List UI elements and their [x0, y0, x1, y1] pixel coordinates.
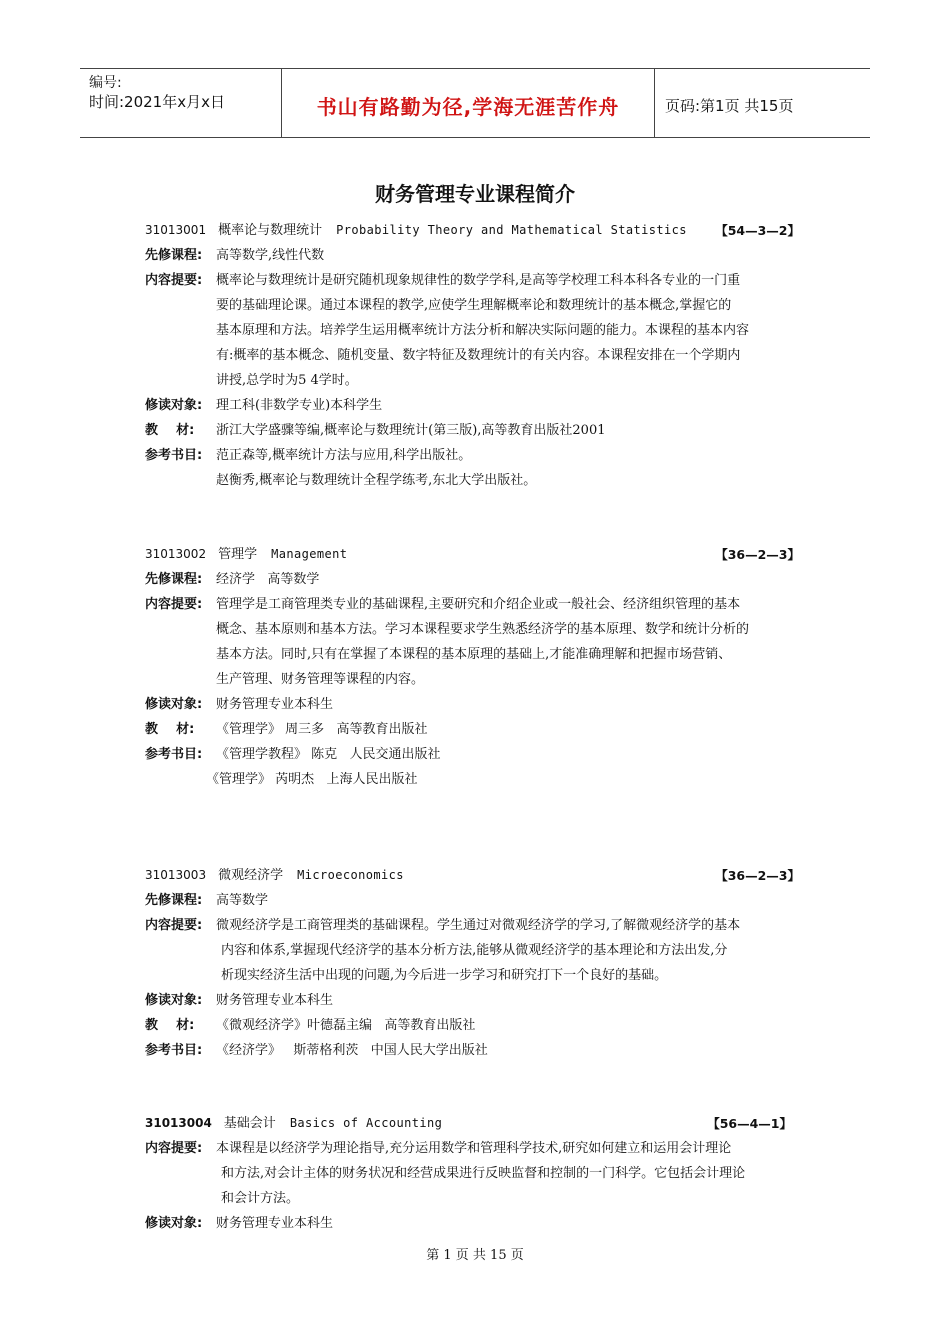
course-textbook-row: [145, 418, 810, 443]
course-heading: [145, 542, 810, 567]
summary-label: 内容提要:: [145, 597, 203, 612]
refs-label: 参考书目:: [145, 448, 203, 463]
ref-item: 《管理学》 芮明杰 上海人民出版社: [206, 772, 418, 787]
course-heading: [145, 863, 810, 888]
course-refs-row: [145, 468, 810, 493]
summary-line: 析现实经济生活中出现的问题,为今后进一步学习和研究打下一个良好的基础。: [221, 968, 668, 983]
course-summary: [145, 1136, 810, 1211]
textbook-label: 教 材:: [145, 1018, 195, 1033]
document-time-label: 时间:2021年x月x日: [89, 93, 225, 111]
target-value: 理工科(非数学专业)本科学生: [216, 398, 383, 413]
summary-line: 生产管理、财务管理等课程的内容。: [216, 672, 425, 687]
summary-label: 内容提要:: [145, 918, 203, 933]
prereq-label: 先修课程:: [145, 572, 203, 587]
prereq-value: 经济学 高等数学: [216, 572, 320, 587]
course-block: [145, 863, 810, 1063]
page-header: [80, 68, 870, 138]
ref-item: 范正森等,概率统计方法与应用,科学出版社。: [216, 448, 472, 463]
ref-item: 赵衡秀,概率论与数理统计全程学练考,东北大学出版社。: [216, 473, 537, 488]
course-code: 31013001: [145, 223, 207, 237]
course-heading: [145, 1111, 810, 1136]
summary-line: 基本方法。同时,只有在掌握了本课程的基本原理的基础上,才能准确理解和把握市场营销、: [216, 647, 732, 662]
prereq-label: 先修课程:: [145, 893, 203, 908]
summary-label: 内容提要:: [145, 273, 203, 288]
textbook-value: 《管理学》 周三多 高等教育出版社: [216, 722, 428, 737]
textbook-value: 浙江大学盛骤等编,概率论与数理统计(第三版),高等教育出版社2001: [216, 423, 606, 438]
course-hours: 【56—4—1】: [707, 1116, 792, 1131]
summary-line: 和会计方法。: [221, 1191, 300, 1206]
summary-line: 和方法,对会计主体的财务状况和经营成果进行反映监督和控制的一门科学。它包括会计理论: [221, 1166, 746, 1181]
course-heading: [145, 218, 810, 243]
header-meta-cell: [80, 69, 281, 137]
header-page-info: 页码:第1页 共15页: [665, 97, 794, 115]
refs-label: 参考书目:: [145, 1043, 203, 1058]
textbook-label: 教 材:: [145, 722, 195, 737]
course-summary: [145, 913, 810, 988]
course-name: 微观经济学: [218, 868, 284, 883]
summary-line: 要的基础理论课。通过本课程的教学,应使学生理解概率论和数理统计的基本概念,掌握它的: [216, 298, 732, 313]
course-code: 31013004: [145, 1116, 212, 1130]
summary-label: 内容提要:: [145, 1141, 203, 1156]
course-hours: 【36—2—3】: [715, 868, 800, 883]
course-code: 31013003: [145, 868, 207, 882]
course-refs-row: [145, 742, 810, 767]
course-block: [145, 542, 810, 792]
course-name: 基础会计: [223, 1116, 276, 1131]
target-label: 修读对象:: [145, 697, 203, 712]
course-name: 概率论与数理统计: [218, 223, 323, 238]
summary-line: 微观经济学是工商管理类的基础课程。学生通过对微观经济学的学习,了解微观经济学的基本: [216, 918, 741, 933]
textbook-label: 教 材:: [145, 423, 195, 438]
header-motto-cell: [281, 69, 655, 137]
course-refs-row: [145, 1038, 810, 1063]
course-block: [145, 1111, 810, 1236]
target-label: 修读对象:: [145, 398, 203, 413]
summary-line: 有:概率的基本概念、随机变量、数字特征及数理统计的有关内容。本课程安排在一个学期内: [216, 348, 741, 363]
course-english-name: Microeconomics: [297, 868, 404, 882]
summary-line: 基本原理和方法。培养学生运用概率统计方法分析和解决实际问题的能力。本课程的基本内容: [216, 323, 750, 338]
course-code: 31013002: [145, 547, 207, 561]
summary-line: 内容和体系,掌握现代经济学的基本分析方法,能够从微观经济学的基本理论和方法出发,分: [221, 943, 728, 958]
course-prereq-row: [145, 243, 810, 268]
course-hours: 【36—2—3】: [715, 547, 800, 562]
ref-item: 《管理学教程》 陈克 人民交通出版社: [216, 747, 441, 762]
course-hours: 【54—3—2】: [715, 223, 800, 238]
summary-line: 概念、基本原则和基本方法。学习本课程要求学生熟悉经济学的基本原理、数学和统计分析的: [216, 622, 750, 637]
summary-line: 管理学是工商管理类专业的基础课程,主要研究和介绍企业或一般社会、经济组织管理的基本: [216, 597, 741, 612]
header-motto: 书山有路勤为径,学海无涯苦作舟: [316, 95, 620, 119]
summary-line: 讲授,总学时为5 4学时。: [216, 373, 358, 388]
course-summary: [145, 268, 810, 393]
prereq-value: 高等数学,线性代数: [216, 248, 325, 263]
course-target-row: [145, 393, 810, 418]
ref-item: 《经济学》 斯蒂格利茨 中国人民大学出版社: [216, 1043, 488, 1058]
target-label: 修读对象:: [145, 1216, 203, 1231]
document-number-label: 编号:: [89, 75, 122, 91]
course-block: [145, 218, 810, 493]
page-footer: 第 1 页 共 15 页: [426, 1248, 524, 1263]
summary-line: 概率论与数理统计是研究随机现象规律性的数学学科,是高等学校理工科本科各专业的一门重: [216, 273, 741, 288]
course-english-name: Probability Theory and Mathematical Statistics: [336, 223, 687, 237]
course-name: 管理学: [218, 547, 258, 562]
header-page-cell: [655, 69, 870, 137]
course-target-row: [145, 1211, 810, 1236]
summary-line: 本课程是以经济学为理论指导,充分运用数学和管理科学技术,研究如何建立和运用会计理论: [216, 1141, 732, 1156]
target-label: 修读对象:: [145, 993, 203, 1008]
course-textbook-row: [145, 1013, 810, 1038]
target-value: 财务管理专业本科生: [216, 1216, 334, 1231]
course-english-name: Management: [271, 547, 348, 561]
course-prereq-row: [145, 888, 810, 913]
course-target-row: [145, 988, 810, 1013]
course-textbook-row: [145, 717, 810, 742]
course-refs-row: [145, 443, 810, 468]
course-prereq-row: [145, 567, 810, 592]
target-value: 财务管理专业本科生: [216, 697, 334, 712]
course-english-name: Basics of Accounting: [289, 1116, 443, 1130]
course-target-row: [145, 692, 810, 717]
course-refs-row: [145, 767, 810, 792]
target-value: 财务管理专业本科生: [216, 993, 334, 1008]
prereq-label: 先修课程:: [145, 248, 203, 263]
refs-label: 参考书目:: [145, 747, 203, 762]
course-summary: [145, 592, 810, 692]
document-title: 财务管理专业课程简介: [375, 182, 575, 206]
prereq-value: 高等数学: [216, 893, 269, 908]
textbook-value: 《微观经济学》叶德磊主编 高等教育出版社: [216, 1018, 476, 1033]
